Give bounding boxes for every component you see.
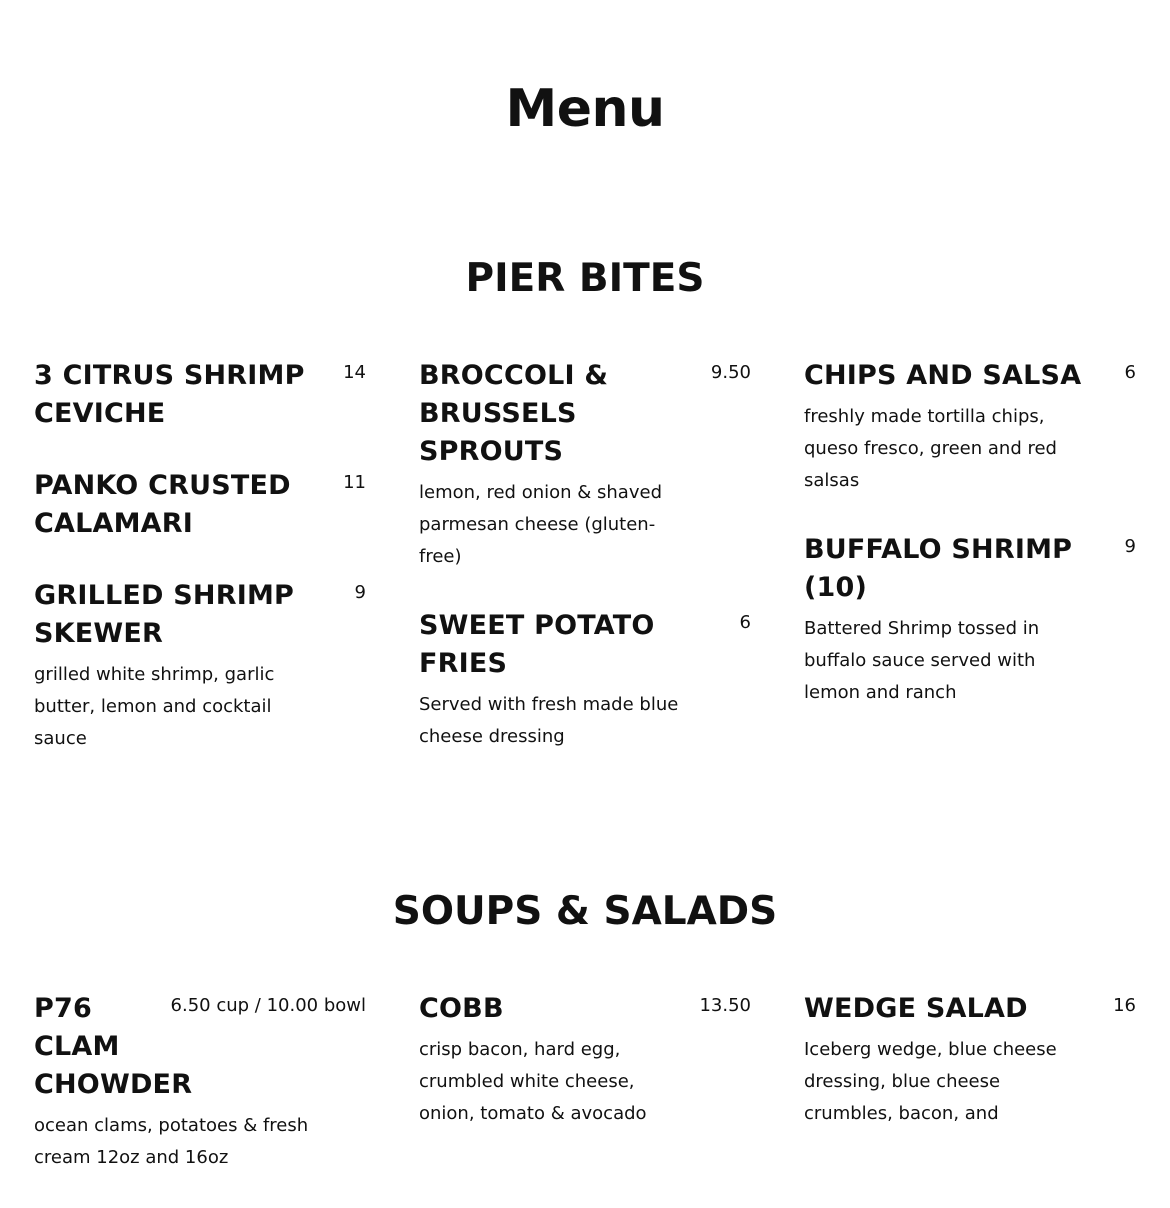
- pier-bites-column-1: [34, 357, 366, 789]
- item-description: Battered Shrimp tossed in buffalo sauce served with lemon and ranch: [804, 618, 1040, 703]
- section-title-soups-salads: SOUPS & SALADS: [392, 889, 778, 934]
- menu-item: [419, 357, 751, 573]
- item-description: ocean clams, potatoes & fresh cream 12oz and 16oz: [34, 1115, 309, 1168]
- item-name: CHIPS AND SALSA: [804, 360, 1082, 391]
- item-price: 9: [354, 582, 366, 603]
- menu-item: [804, 357, 1136, 497]
- item-description: grilled white shrimp, garlic butter, lemon and cocktail sauce: [34, 664, 275, 749]
- menu-item: [419, 990, 751, 1130]
- item-name: 3 CITRUS SHRIMP CEVICHE: [34, 360, 305, 429]
- soups-salads-column-3: [804, 990, 1136, 1164]
- soups-salads-column-1: [34, 990, 366, 1208]
- item-price: 6.50 cup / 10.00 bowl: [170, 995, 366, 1016]
- soups-salads-column-2: [419, 990, 751, 1164]
- menu-item: [34, 990, 366, 1174]
- menu-item: [804, 990, 1136, 1130]
- item-price: 13.50: [699, 995, 751, 1016]
- item-name: P76 CLAM CHOWDER: [34, 993, 193, 1100]
- item-description: lemon, red onion & shaved parmesan cheese (gluten-free): [419, 482, 662, 567]
- item-name: PANKO CRUSTED CALAMARI: [34, 470, 291, 539]
- page-title: Menu: [505, 79, 665, 139]
- item-description: crisp bacon, hard egg, crumbled white cheese, onion, tomato & avocado: [419, 1039, 647, 1124]
- pier-bites-column-2: [419, 357, 751, 787]
- menu-item: [804, 531, 1136, 709]
- item-name: WEDGE SALAD: [804, 993, 1028, 1024]
- item-description: Iceberg wedge, blue cheese dressing, blue cheese crumbles, bacon, and: [804, 1039, 1057, 1124]
- menu-item: [34, 357, 366, 433]
- item-name: SWEET POTATO FRIES: [419, 610, 655, 679]
- item-name: BROCCOLI & BRUSSELS SPROUTS: [419, 360, 609, 467]
- item-price: 14: [343, 362, 366, 383]
- item-price: 16: [1113, 995, 1136, 1016]
- item-price: 6: [1124, 362, 1136, 383]
- item-price: 11: [343, 472, 366, 493]
- menu-item: [419, 607, 751, 753]
- pier-bites-column-3: [804, 357, 1136, 743]
- menu-item: [34, 577, 366, 755]
- item-price: 6: [739, 612, 751, 633]
- item-price: 9: [1124, 536, 1136, 557]
- section-title-pier-bites: PIER BITES: [465, 256, 705, 301]
- item-name: BUFFALO SHRIMP (10): [804, 534, 1073, 603]
- item-description: freshly made tortilla chips, queso fresco, green and red salsas: [804, 406, 1057, 491]
- item-description: Served with fresh made blue cheese dressing: [419, 694, 679, 747]
- item-name: COBB: [419, 993, 504, 1024]
- item-price: 9.50: [710, 362, 751, 383]
- menu-item: [34, 467, 366, 543]
- item-name: GRILLED SHRIMP SKEWER: [34, 580, 294, 649]
